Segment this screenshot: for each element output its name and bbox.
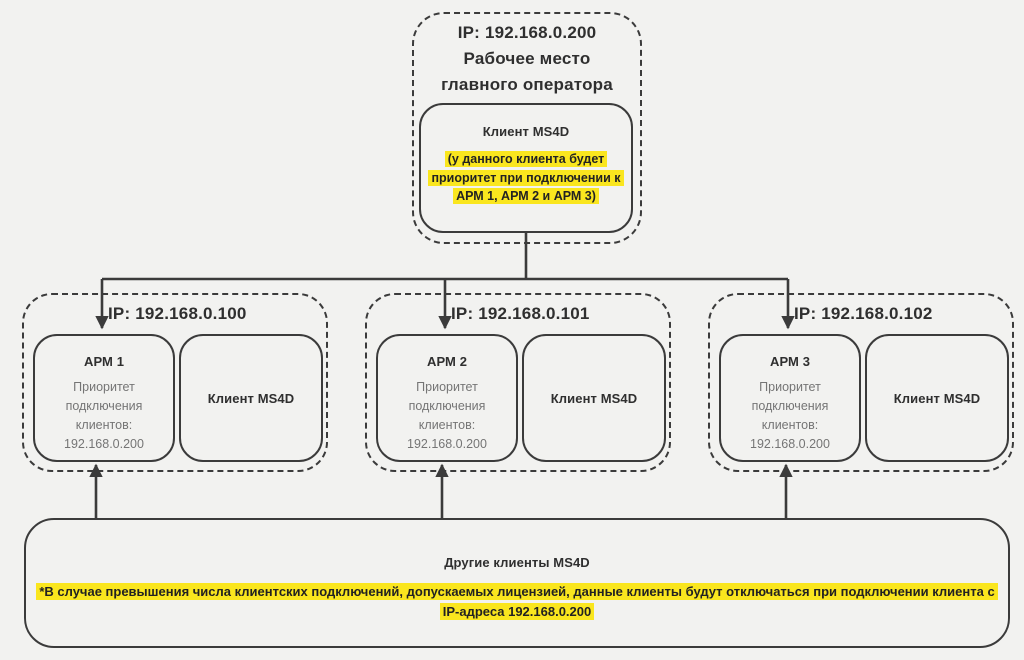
operator-client-box	[419, 103, 633, 233]
station-group-1	[22, 293, 328, 472]
station-2-client-title: Клиент MS4D	[550, 390, 638, 406]
highlight-line: (у данного клиента будет	[445, 151, 607, 167]
highlight-line: АРМ 1, АРМ 2 и АРМ 3)	[453, 188, 599, 204]
arm2-title: АРМ 2	[426, 354, 468, 369]
other-clients-box	[24, 518, 1010, 648]
highlight-line: *В случае превышения числа клиентских подключений, допускаемых лицензией, данные клиенты будут отключаться при подключении клиента с	[36, 583, 997, 600]
station-2-ip-label: IP: 192.168.0.101	[451, 304, 590, 323]
station-3-ip-label: IP: 192.168.0.102	[794, 304, 933, 323]
arm1-title: АРМ 1	[83, 354, 125, 369]
operator-title-line2: Рабочее место	[463, 49, 591, 68]
arm1-box	[33, 334, 175, 462]
other-clients-note	[26, 582, 1008, 622]
operator-client-note	[421, 150, 631, 206]
station-group-2	[365, 293, 671, 472]
arm3-title: АРМ 3	[769, 354, 811, 369]
station-3-client-title: Клиент MS4D	[893, 390, 981, 406]
arm2-box	[376, 334, 518, 462]
operator-title	[402, 20, 652, 98]
highlight-line: IP-адреса 192.168.0.200	[440, 603, 594, 620]
arm3-box	[719, 334, 861, 462]
other-clients-title: Другие клиенты MS4D	[444, 555, 590, 570]
operator-title-line3: главного оператора	[441, 75, 613, 94]
operator-client-title: Клиент MS4D	[482, 124, 570, 139]
station-1-client-box	[179, 334, 323, 462]
operator-ip-label: IP: 192.168.0.200	[457, 23, 597, 42]
arm2-priority-text: Приоритет подключения клиентов: 192.168.0.200	[407, 380, 487, 451]
station-1-ip-label: IP: 192.168.0.100	[108, 304, 247, 323]
station-1-client-title: Клиент MS4D	[207, 390, 295, 406]
station-2-client-box	[522, 334, 666, 462]
arm1-priority-text: Приоритет подключения клиентов: 192.168.0.200	[64, 380, 144, 451]
arm3-priority-text: Приоритет подключения клиентов: 192.168.0.200	[750, 380, 830, 451]
station-3-client-box	[865, 334, 1009, 462]
station-group-3	[708, 293, 1014, 472]
highlight-line: приоритет при подключении к	[428, 170, 623, 186]
